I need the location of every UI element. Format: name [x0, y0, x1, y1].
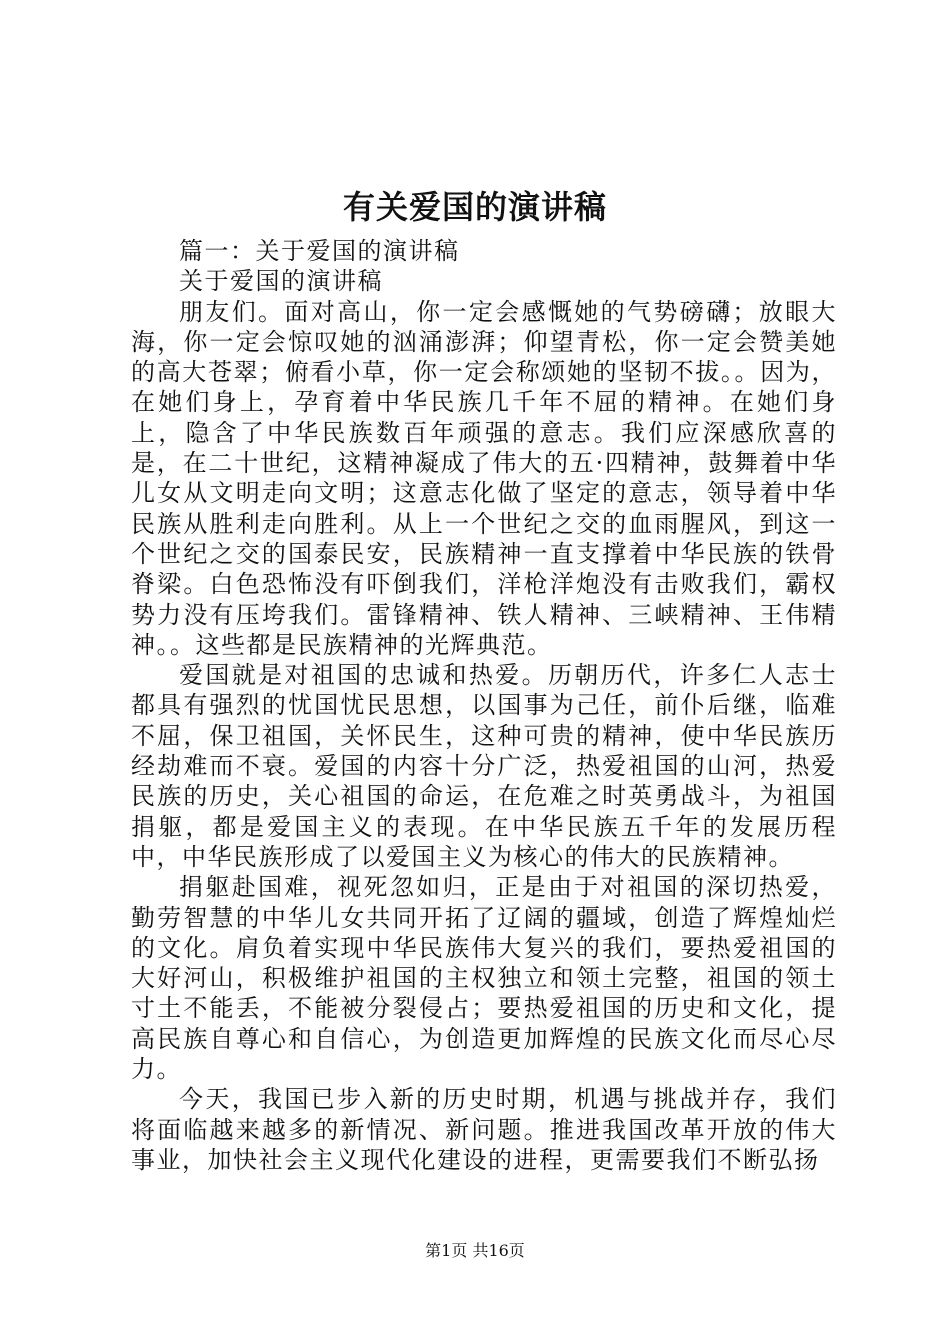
body-paragraph: 朋友们。面对高山，你一定会感慨她的气势磅礴；放眼大海，你一定会惊叹她的汹涌澎湃；仰望青松，你一定会赞美她的高大苍翠；俯看小草，你一定会称颂她的坚韧不拔。。因为，在她们身上，孕育着中华民族几千年不屈的精神。在她们身上，隐含了中华民族数百年顽强的意志。我们应深感欣喜的是，在二十世纪，这精神凝成了伟大的五·四精神，鼓舞着中华儿女从文明走向文明；这意志化做了坚定的意志，领导着中华民族从胜利走向胜利。从上一个世纪之交的血雨腥风，到这一个世纪之交的国泰民安，民族精神一直支撑着中华民族的铁骨脊梁。白色恐怖没有吓倒我们，洋枪洋炮没有击败我们，霸权势力没有压垮我们。雷锋精神、铁人精神、三峡精神、王伟精神。。这些都是民族精神的光辉典范。	[131, 297, 837, 659]
body-paragraph: 今天，我国已步入新的历史时期，机遇与挑战并存，我们将面临越来越多的新情况、新问题。推进我国改革开放的伟大事业，加快社会主义现代化建设的进程，更需要我们不断弘扬	[131, 1085, 837, 1174]
section-heading: 篇一：关于爱国的演讲稿	[179, 237, 460, 265]
body-paragraph: 爱国就是对祖国的忠诚和热爱。历朝历代，许多仁人志士都具有强烈的忧国忧民思想，以国事为己任，前仆后继，临难不屈，保卫祖国，关怀民生，这种可贵的精神，使中华民族历经劫难而不衰。爱国的内容十分广泛，热爱祖国的山河，热爱民族的历史，关心祖国的命运，在危难之时英勇战斗，为祖国捐躯，都是爱国主义的表现。在中华民族五千年的发展历程中，中华民族形成了以爱国主义为核心的伟大的民族精神。	[131, 661, 837, 871]
document-body	[131, 236, 837, 1175]
document-title: 有关爱国的演讲稿	[342, 188, 607, 226]
speech-title: 关于爱国的演讲稿	[179, 267, 383, 296]
body-paragraph: 捐躯赴国难，视死忽如归，正是由于对祖国的深切热爱，勤劳智慧的中华儿女共同开拓了辽阔的疆域，创造了辉煌灿烂的文化。肩负着实现中华民族伟大复兴的我们，要热爱祖国的大好河山，积极维护祖国的主权独立和领土完整，祖国的领土寸土不能丢，不能被分裂侵占；要热爱祖国的历史和文化，提高民族自尊心和自信心，为创造更加辉煌的民族文化而尽心尽力。	[131, 873, 837, 1084]
page-number-footer: 第1页 共16页	[425, 1241, 525, 1260]
